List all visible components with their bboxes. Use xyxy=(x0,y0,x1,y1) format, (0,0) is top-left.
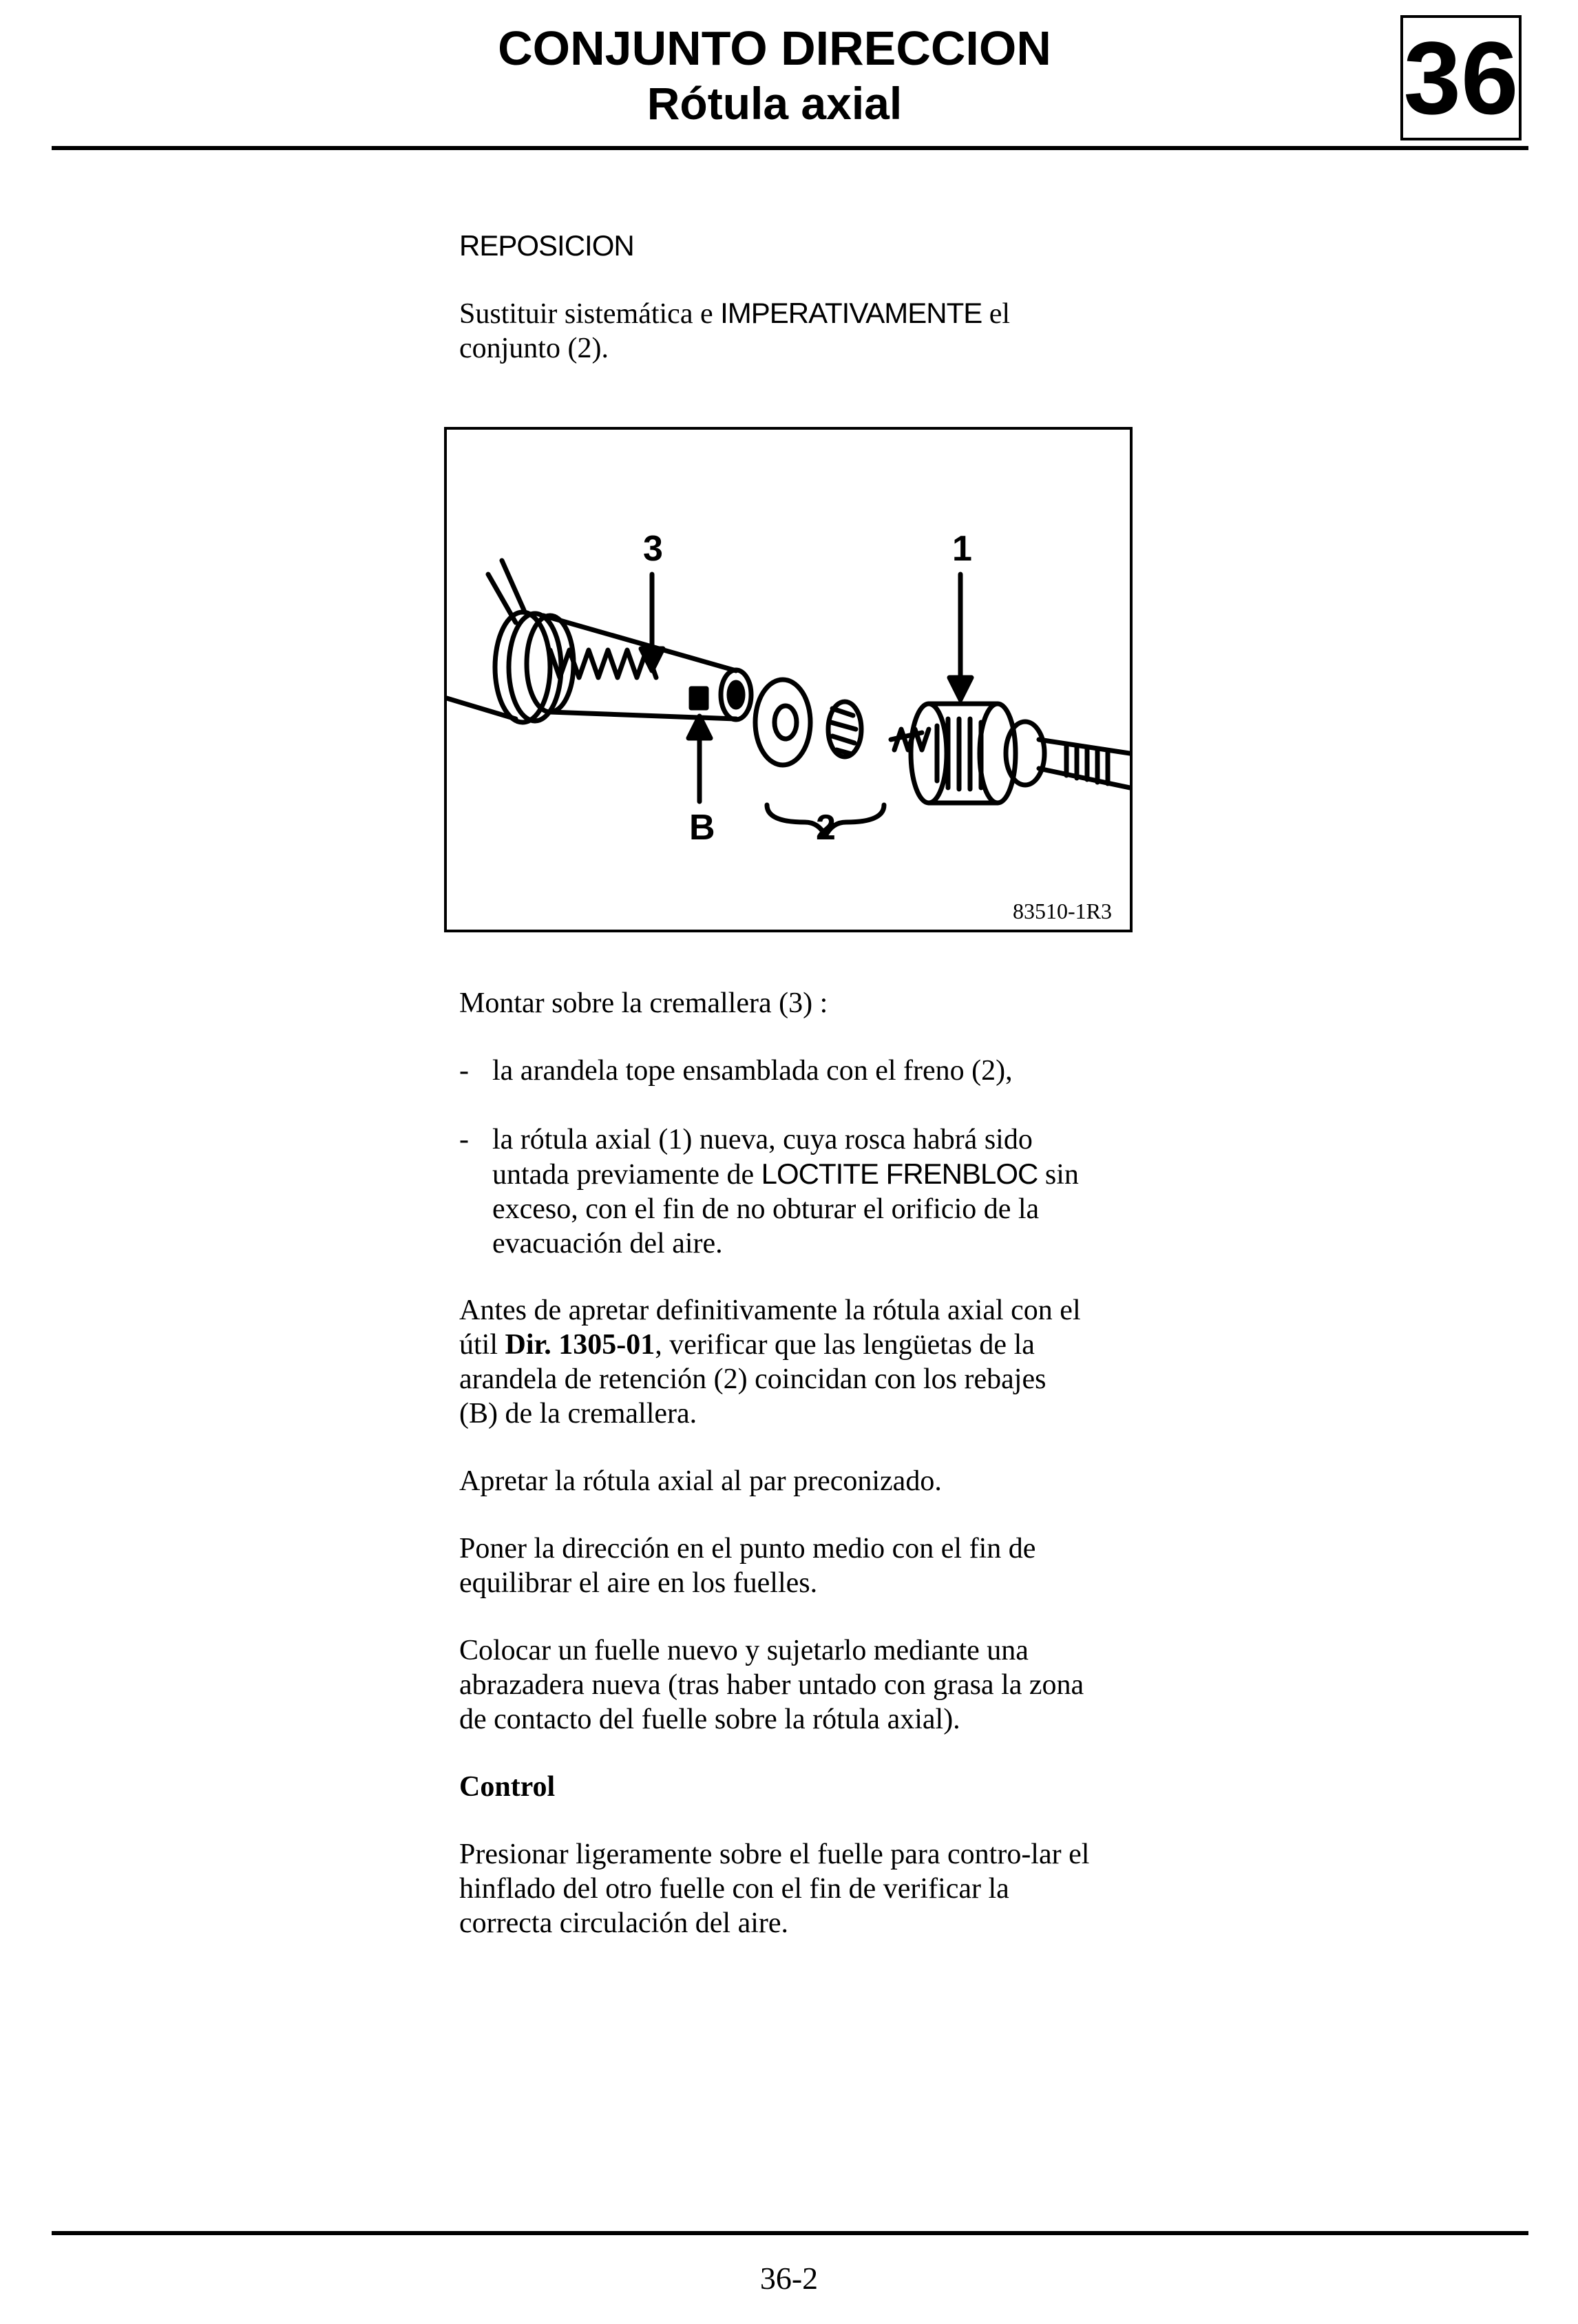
paragraph-verify xyxy=(459,1293,1086,1431)
figure-label-1: 1 xyxy=(952,529,972,569)
paragraph-torque: Apretar la rótula axial al par preconizado. xyxy=(459,1465,942,1497)
document-subtitle: Rótula axial xyxy=(646,78,903,129)
list-item-text: la arandela tope ensamblada con el freno (2), xyxy=(492,1055,1013,1087)
list-item-text-emphasis: LOCTITE FRENBLOC xyxy=(761,1158,1038,1190)
intro-paragraph xyxy=(459,296,1024,366)
list-item-text xyxy=(492,1122,1106,1261)
intro-text-pre: Sustituir sistemática e xyxy=(459,298,721,330)
paragraph-bellows: Colocar un fuelle nuevo y sujetarlo mediante una abrazadera nueva (tras haber untado con grasa la zona de contacto del fuelle sobre la rótula axial). xyxy=(459,1635,1084,1735)
list-item xyxy=(459,1122,1106,1261)
list-item-text-pre: la rótula axial (1) nueva, cuya rosca habrá sido untada previamente de xyxy=(492,1124,1033,1191)
list-item xyxy=(459,1054,1134,1088)
figure-reference: 83510-1R3 xyxy=(1013,899,1112,923)
list-item-text-post: sin exceso, con el fin de no obturar el orificio de la evacuación del aire. xyxy=(492,1159,1079,1259)
paragraph-midpoint: Poner la dirección en el punto medio con el fin de equilibrar el aire en los fuelles. xyxy=(459,1533,1036,1599)
document-title: CONJUNTO DIRECCION xyxy=(498,21,1051,75)
figure-label-b: B xyxy=(689,808,715,848)
header-rule xyxy=(52,146,1528,150)
figure-label-3: 3 xyxy=(643,529,663,569)
paragraph-control: Presionar ligeramente sobre el fuelle para contro-lar el hinflado del otro fuelle con el fin de verificar la correcta circulación del aire. xyxy=(459,1839,1090,1939)
intro-text-post: el conjunto (2). xyxy=(459,298,1011,364)
intro-text-emphasis: IMPERATIVAMENTE xyxy=(720,297,982,329)
mount-intro: Montar sobre la cremallera (3) : xyxy=(459,987,828,1019)
list-bullet: - xyxy=(459,1124,469,1155)
control-heading: Control xyxy=(459,1771,556,1803)
section-heading: REPOSICION xyxy=(459,229,634,262)
paragraph-verify-post: , verificar que las lengüetas de la arandela de retención (2) coincidan con los rebajes (B) de la cremallera. xyxy=(459,1329,1046,1430)
steering-rack-illustration xyxy=(447,430,1130,930)
section-number-box: 36 xyxy=(1400,15,1522,140)
footer-rule xyxy=(52,2231,1528,2235)
figure-frame xyxy=(444,427,1133,932)
figure-label-2: 2 xyxy=(816,808,836,848)
list-bullet: - xyxy=(459,1055,469,1087)
tool-reference: Dir. 1305-01 xyxy=(505,1329,655,1361)
page-number: 36-2 xyxy=(759,2261,819,2296)
paragraph-verify-pre: Antes de apretar definitivamente la rótula axial con el útil xyxy=(459,1295,1081,1361)
